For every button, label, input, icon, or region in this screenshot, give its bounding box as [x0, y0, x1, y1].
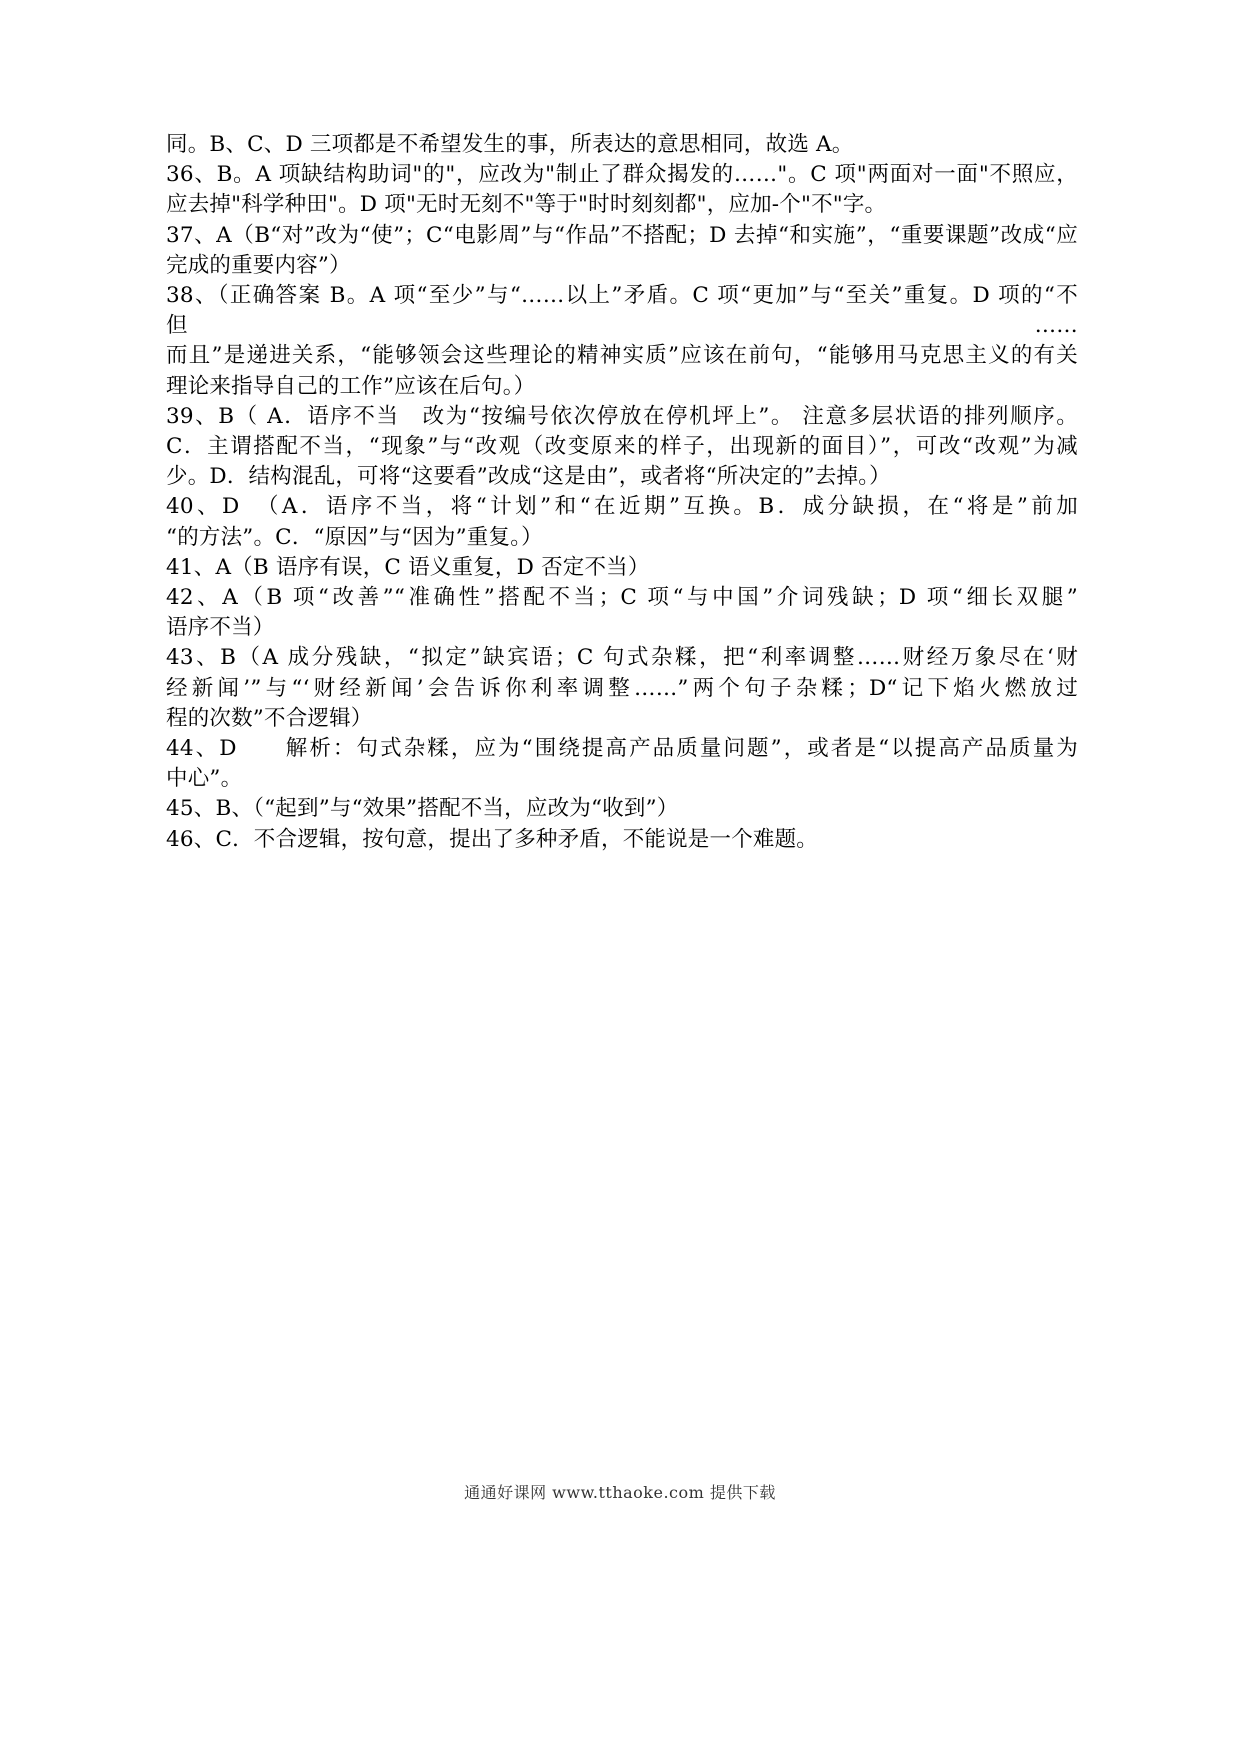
- text-line: 应去掉"科学种田"。D 项"无时无刻不"等于"时时刻刻都"，应加-个"不"字。: [166, 192, 887, 218]
- text-line: 43、B（A 成分残缺，“拟定”缺宾语；C 句式杂糅，把“利率调整……财经万象尽在‘财: [166, 645, 1078, 671]
- footer: [0, 1480, 1240, 1503]
- text-line: 中心”。: [166, 766, 243, 792]
- text-line: 语序不当）: [166, 615, 275, 641]
- text-line: C．主谓搭配不当，“现象”与“改观（改变原来的样子，出现新的面目）”，可改“改观”为减: [166, 434, 1078, 460]
- text-line: 46、C．不合逻辑，按句意，提出了多种矛盾，不能说是一个难题。: [166, 826, 819, 852]
- text-line: 同。B、C、D 三项都是不希望发生的事，所表达的意思相同，故选 A。: [166, 132, 854, 157]
- text-line: 41、A（B 语序有误，C 语义重复，D 否定不当）: [166, 554, 650, 580]
- text-line: 45、B、（“起到”与“效果”搭配不当，应改为“收到”）: [166, 796, 679, 822]
- text-line: “的方法”。C．“原因”与“因为”重复。）: [166, 524, 543, 550]
- text-line: 44、D 解析：句式杂糅，应为“围绕提高产品质量问题”，或者是“以提高产品质量为: [166, 736, 1078, 762]
- text-line: 而且”是递进关系，“能够领会这些理论的精神实质”应该在前句，“能够用马克思主义的有关: [166, 343, 1078, 369]
- text-line: 36、B。A 项缺结构助词"的"，应改为"制止了群众揭发的……"。C 项"两面对一面"不照应，: [166, 162, 1078, 188]
- text-line: 完成的重要内容”）: [166, 252, 351, 278]
- text-line: 37、A（B“对”改为“使”；C“电影周”与“作品”不搭配；D 去掉“和实施”，“重要课题”改成“应: [166, 222, 1078, 248]
- text-line: 经新闻’”与“‘财经新闻’会告诉你利率调整……”两个句子杂糅；D“记下焰火燃放过: [166, 675, 1078, 701]
- text-line: 少。D．结构混乱，可将“这要看”改成“这是由”，或者将“所决定的”去掉。）: [166, 464, 891, 490]
- text-line: 39、B（ A．语序不当 改为“按编号依次停放在停机坪上”。 注意多层状语的排列顺序。: [166, 403, 1078, 429]
- text-line: 40、D （A．语序不当，将“计划”和“在近期”互换。B．成分缺损，在“将是”前加: [166, 494, 1078, 520]
- text-line: 38、（正确答案 B。A 项“至少”与“……以上”矛盾。C 项“更加”与“至关”重复。D 项的“不但……: [166, 283, 1078, 339]
- answer-explanations-text: [166, 130, 1078, 855]
- text-line: 理论来指导自己的工作”应该在后句。）: [166, 373, 536, 399]
- footer-text: 通通好课网 www.tthaoke.com 提供下载: [464, 1483, 776, 1502]
- text-line: 程的次数”不合逻辑）: [166, 705, 373, 731]
- text-line: 42、A（B 项“改善”“准确性”搭配不当；C 项“与中国”介词残缺；D 项“细长双腿”: [166, 585, 1078, 611]
